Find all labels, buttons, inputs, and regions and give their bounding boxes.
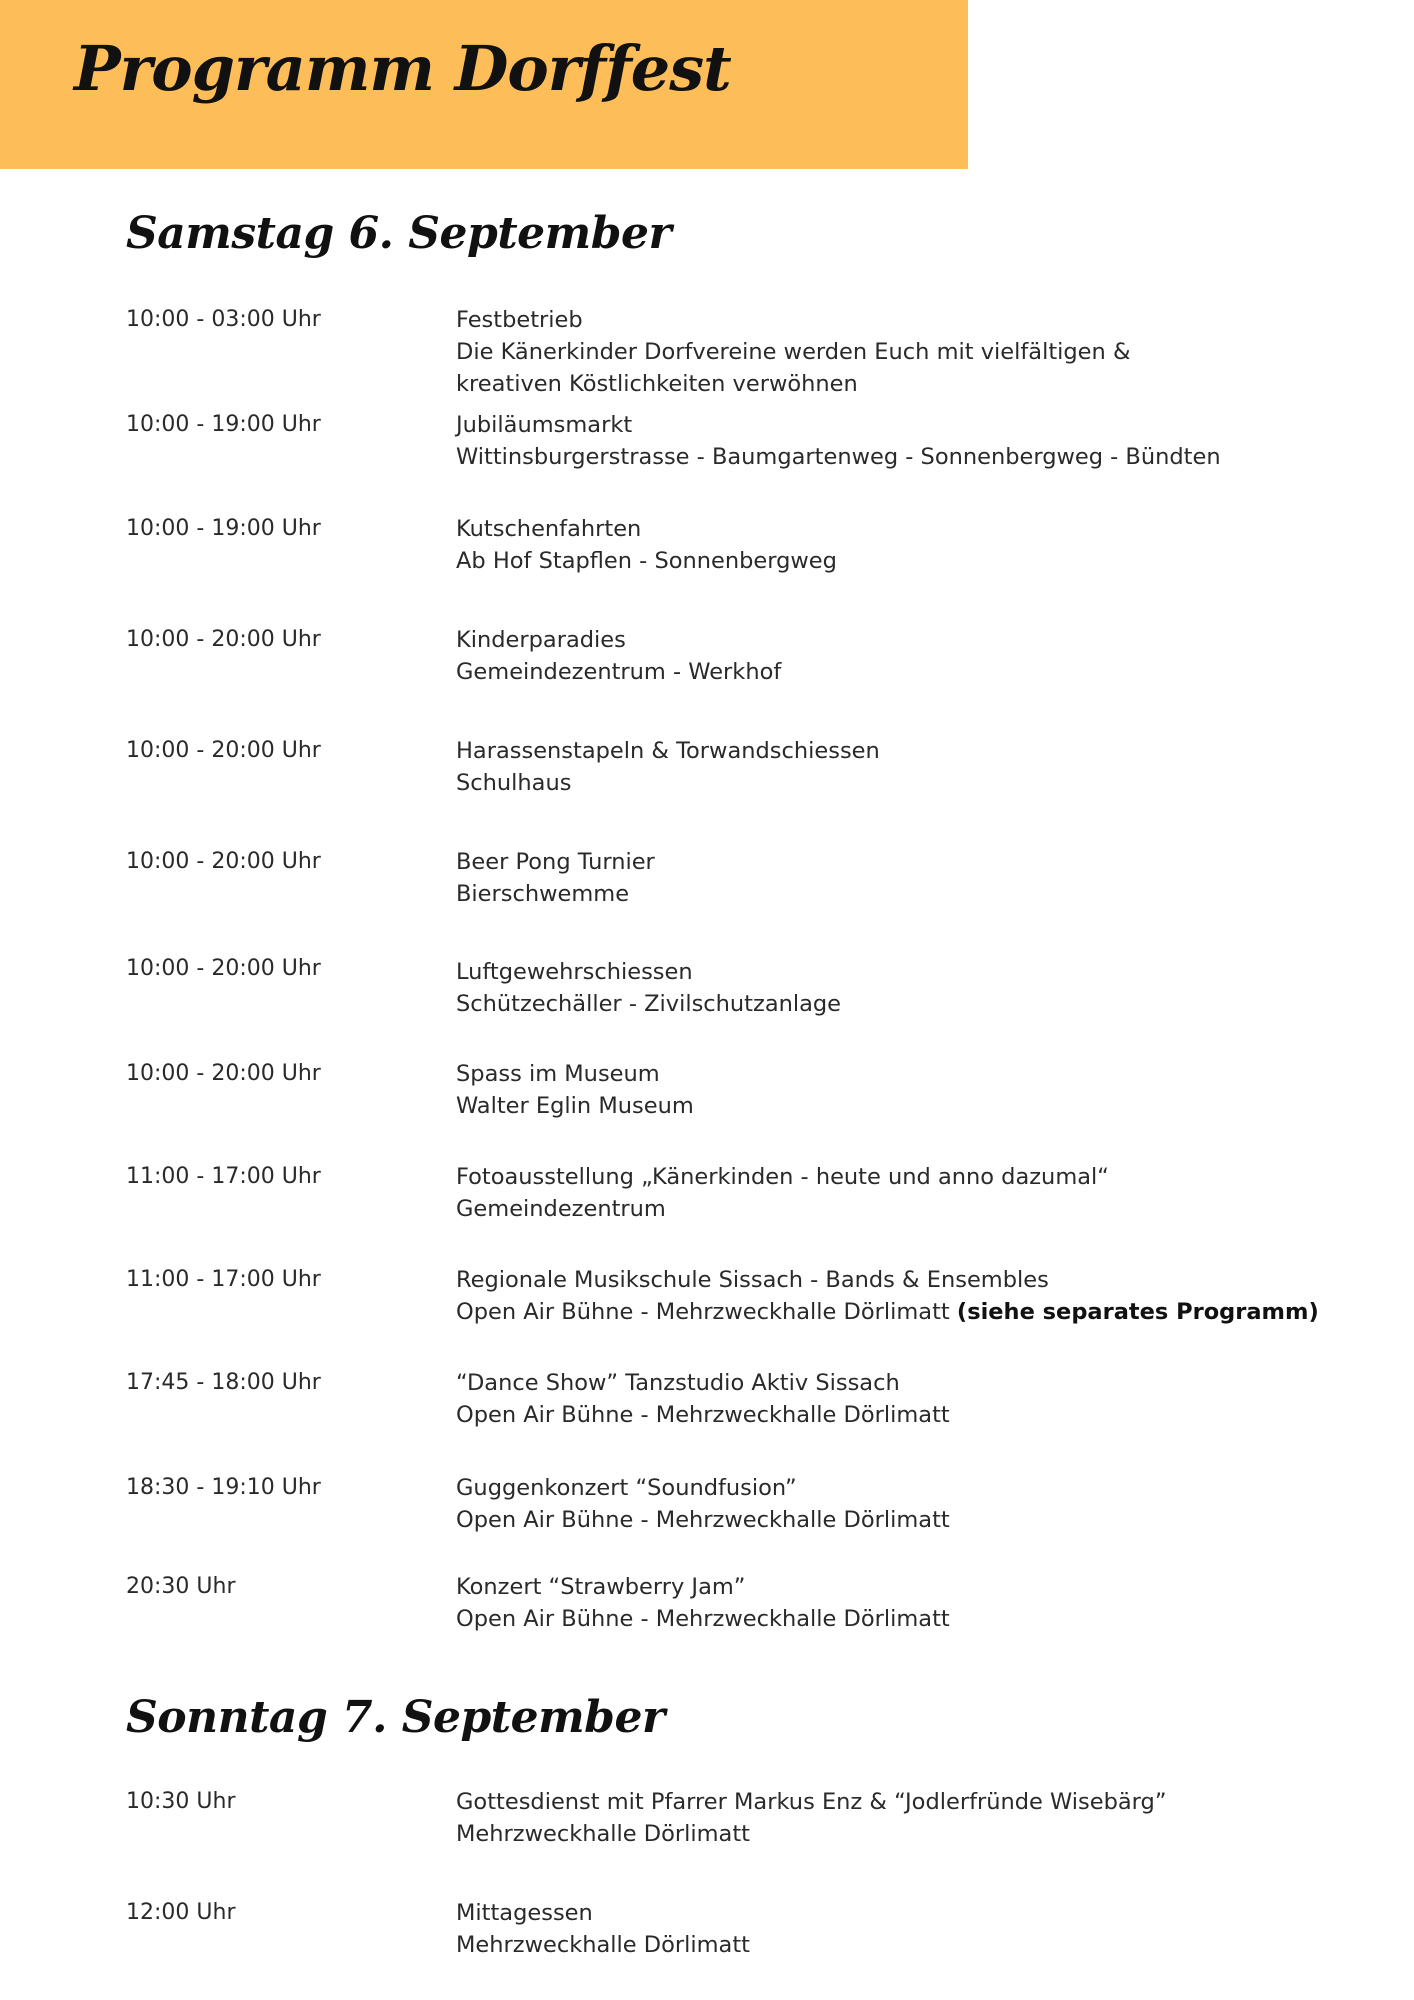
event-detail: kreativen Köstlichkeiten verwöhnen <box>456 371 858 397</box>
event-location: Ab Hof Stapflen - Sonnenbergweg <box>456 548 837 574</box>
event-time: 10:00 - 03:00 Uhr <box>126 307 321 332</box>
event-time: 10:00 - 19:00 Uhr <box>126 516 321 541</box>
event-title: Regionale Musikschule Sissach - Bands & Ensembles <box>456 1267 1049 1293</box>
event-title: Konzert “Strawberry Jam” <box>456 1574 746 1600</box>
event-location: Gemeindezentrum <box>456 1196 666 1222</box>
event-time: 10:00 - 20:00 Uhr <box>126 956 321 981</box>
page-title: Programm Dorffest <box>74 32 731 105</box>
event-location: Gemeindezentrum - Werkhof <box>456 659 782 685</box>
event-time: 17:45 - 18:00 Uhr <box>126 1370 321 1395</box>
event-location: Bierschwemme <box>456 881 630 907</box>
day-heading-sunday: Sonntag 7. September <box>126 1692 665 1743</box>
event-location: Mehrzweckhalle Dörlimatt <box>456 1932 750 1958</box>
event-title: Kutschenfahrten <box>456 516 642 542</box>
event-time: 10:00 - 19:00 Uhr <box>126 412 321 437</box>
event-time: 20:30 Uhr <box>126 1574 236 1599</box>
event-title: Festbetrieb <box>456 307 583 333</box>
event-time: 10:00 - 20:00 Uhr <box>126 849 321 874</box>
event-title: Jubiläumsmarkt <box>456 412 633 438</box>
event-title: Beer Pong Turnier <box>456 849 655 875</box>
event-time: 18:30 - 19:10 Uhr <box>126 1475 321 1500</box>
event-time: 10:00 - 20:00 Uhr <box>126 738 321 763</box>
day-heading-saturday: Samstag 6. September <box>126 208 672 259</box>
program-note: (siehe separates Programm) <box>956 1299 1319 1325</box>
event-location: Open Air Bühne - Mehrzweckhalle Dörlimatt <box>456 1606 950 1632</box>
event-title: Guggenkonzert “Soundfusion” <box>456 1475 797 1501</box>
event-location-row <box>456 1296 1356 1328</box>
event-time: 10:30 Uhr <box>126 1789 236 1814</box>
header-banner <box>0 0 968 169</box>
event-location: Open Air Bühne - Mehrzweckhalle Dörlimatt <box>456 1402 950 1428</box>
event-title: Spass im Museum <box>456 1061 660 1087</box>
event-title: Luftgewehrschiessen <box>456 959 693 985</box>
event-location: Schulhaus <box>456 770 572 796</box>
event-location: Wittinsburgerstrasse - Baumgartenweg - Sonnenbergweg - Bündten <box>456 444 1221 470</box>
event-location: Mehrzweckhalle Dörlimatt <box>456 1821 750 1847</box>
event-location: Walter Eglin Museum <box>456 1093 694 1119</box>
event-time: 12:00 Uhr <box>126 1900 236 1925</box>
event-time: 10:00 - 20:00 Uhr <box>126 627 321 652</box>
event-time: 11:00 - 17:00 Uhr <box>126 1267 321 1292</box>
event-title: Harassenstapeln & Torwandschiessen <box>456 738 880 764</box>
event-title: “Dance Show” Tanzstudio Aktiv Sissach <box>456 1370 900 1396</box>
event-time: 11:00 - 17:00 Uhr <box>126 1164 321 1189</box>
event-location: Schützechäller - Zivilschutzanlage <box>456 991 842 1017</box>
event-detail: Die Känerkinder Dorfvereine werden Euch mit vielfältigen & <box>456 339 1131 365</box>
event-title: Mittagessen <box>456 1900 593 1926</box>
event-title: Fotoausstellung „Känerkinden - heute und anno dazumal“ <box>456 1164 1109 1190</box>
event-title: Gottesdienst mit Pfarrer Markus Enz & “Jodlerfründe Wisebärg” <box>456 1789 1167 1815</box>
event-title: Kinderparadies <box>456 627 626 653</box>
event-time: 10:00 - 20:00 Uhr <box>126 1061 321 1086</box>
event-location: Open Air Bühne - Mehrzweckhalle Dörlimatt <box>456 1507 950 1533</box>
event-location: Open Air Bühne - Mehrzweckhalle Dörlimatt <box>456 1299 950 1325</box>
